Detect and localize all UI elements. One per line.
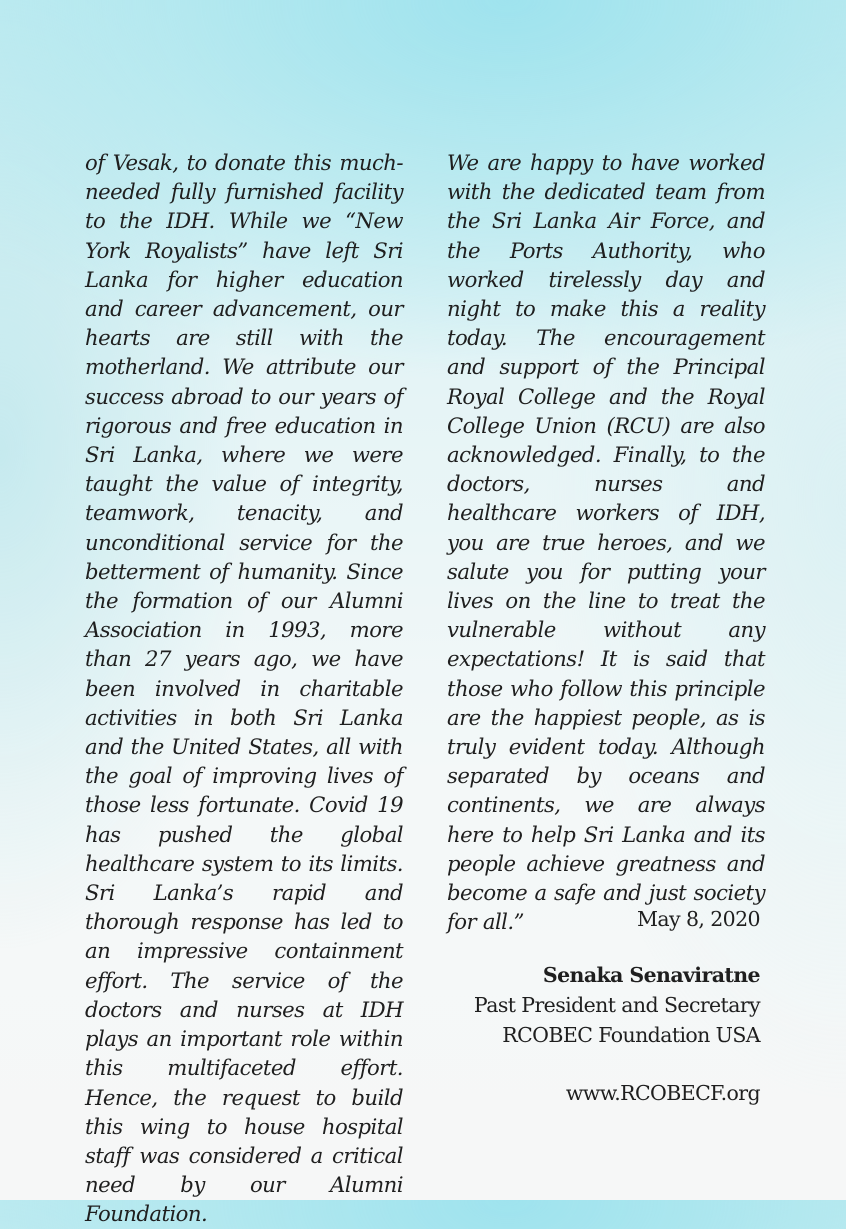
signer-name: Senaka Senaviratne xyxy=(542,963,760,987)
letter-body-right-column: We are happy to have worked with the dedicated team from the Sri Lanka Air Force, and the Ports Authority, who worked tirelessly day and night to make this a reality today. The encouragement and support of the Principal Royal College and the Royal College Union (RCU) are also acknowledged. Finally, to the doctors, nurses and healthcare workers of IDH, you are true heroes, and we salute you for putting your lives on the line to treat the vulnerable without any expectations! It is said that those who follow this principle are the happiest people, as is truly evident today. Although separated by oceans and continents, we are always here to help Sri Lanka and its people achieve greatness and become a safe and just society for all.” xyxy=(447,150,765,935)
signer-title: Past President and Secretary xyxy=(473,993,760,1017)
letter-date: May 8, 2020 xyxy=(637,907,760,931)
signature-block xyxy=(430,960,760,1050)
letter-body-left-column: of Vesak, to donate this much-needed fully furnished facility to the IDH. While we “New York Royalists” have left Sri Lanka for higher education and career advancement, our hearts are still with the motherland. We attribute our success abroad to our years of rigorous and free education in Sri Lanka, where we were taught the value of integrity, teamwork, tenacity, and unconditional service for the betterment of humanity. Since the formation of our Alumni Association in 1993, more than 27 years ago, we have been involved in charitable activities in both Sri Lanka and the United States, all with the goal of improving lives of those less fortunate. Covid 19 has pushed the global healthcare system to its limits. Sri Lanka’s rapid and thorough response has led to an impressive containment effort. The service of the doctors and nurses at IDH plays an important role within this multifaceted effort. Hence, the request to build this wing to house hospital staff was considered a critical need by our Alumni Foundation. xyxy=(85,150,403,1227)
website-text: www.RCOBECF.org xyxy=(565,1081,760,1105)
signer-organization: RCOBEC Foundation USA xyxy=(502,1023,760,1047)
